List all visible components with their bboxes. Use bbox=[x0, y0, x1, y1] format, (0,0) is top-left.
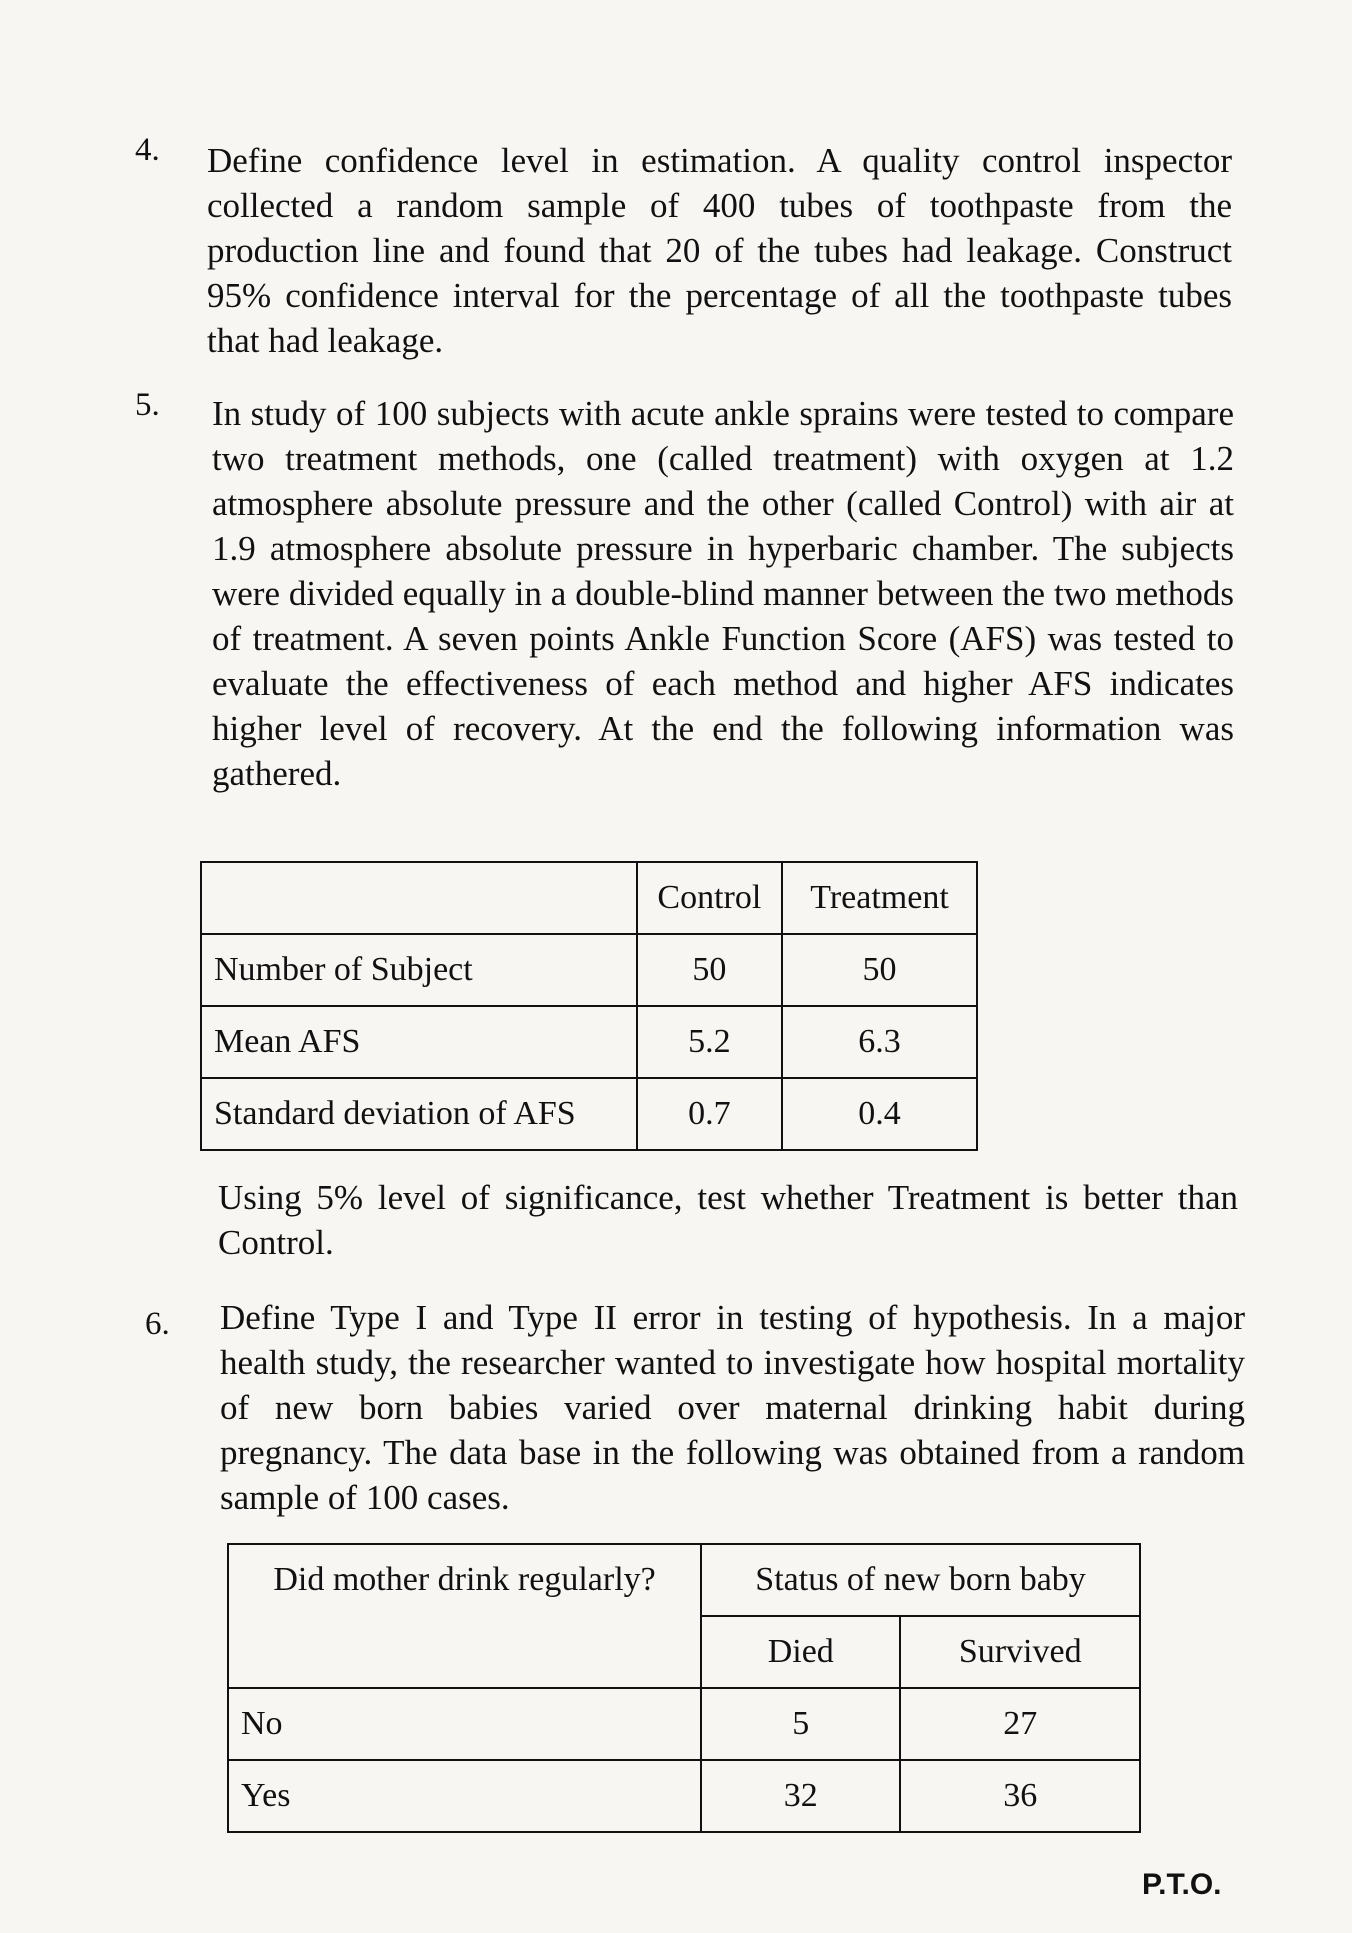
question-5-number: 5. bbox=[135, 387, 160, 423]
afs-control-value: 0.7 bbox=[637, 1078, 782, 1150]
afs-header-control: Control bbox=[637, 862, 782, 934]
mortality-died-value: 32 bbox=[701, 1760, 900, 1832]
question-6-text: Define Type I and Type II error in testing of hypothesis. In a major health study, the researcher wanted to investigate how hospital mortality of new born babies varied over maternal drinking habit during pregnancy. The data base in the following was obtained from a random sample of 100 cases. bbox=[220, 1298, 1245, 1517]
mortality-row-header: Did mother drink regularly? bbox=[228, 1544, 701, 1688]
table-row bbox=[201, 1006, 977, 1078]
question-5-followup: Using 5% level of significance, test whether Treatment is better than Control. bbox=[218, 1178, 1238, 1262]
afs-table-header-row bbox=[201, 862, 977, 934]
table-row bbox=[201, 1078, 977, 1150]
afs-row-label: Mean AFS bbox=[201, 1006, 637, 1078]
question-6-number: 6. bbox=[145, 1306, 170, 1342]
mortality-row-label: No bbox=[228, 1688, 701, 1760]
mortality-table-header-row bbox=[228, 1544, 1140, 1616]
mortality-survived-value: 36 bbox=[900, 1760, 1140, 1832]
afs-control-value: 50 bbox=[637, 934, 782, 1006]
afs-header-treatment: Treatment bbox=[782, 862, 977, 934]
afs-row-label: Number of Subject bbox=[201, 934, 637, 1006]
table-row bbox=[228, 1760, 1140, 1832]
mortality-subheader-survived: Survived bbox=[900, 1616, 1140, 1688]
mortality-died-value: 5 bbox=[701, 1688, 900, 1760]
afs-table-corner-cell bbox=[201, 862, 637, 934]
afs-control-value: 5.2 bbox=[637, 1006, 782, 1078]
mortality-table bbox=[227, 1543, 1141, 1833]
mortality-subheader-died: Died bbox=[701, 1616, 900, 1688]
mortality-survived-value: 27 bbox=[900, 1688, 1140, 1760]
mortality-row-label: Yes bbox=[228, 1760, 701, 1832]
table-row bbox=[228, 1688, 1140, 1760]
afs-treatment-value: 0.4 bbox=[782, 1078, 977, 1150]
afs-treatment-value: 6.3 bbox=[782, 1006, 977, 1078]
mortality-group-header: Status of new born baby bbox=[701, 1544, 1140, 1616]
afs-treatment-value: 50 bbox=[782, 934, 977, 1006]
question-5-text: In study of 100 subjects with acute ankle sprains were tested to compare two treatment methods, one (called treatment) with oxygen at 1.2 atmosphere absolute pressure and the other (called Control) with air at 1.9 atmosphere absolute pressure in hyperbaric chamber. The subjects were divided equally in a double-blind manner between the two methods of treatment. A seven points Ankle Function Score (AFS) was tested to evaluate the effectiveness of each method and higher AFS indicates higher level of recovery. At the end the following information was gathered. bbox=[212, 394, 1234, 793]
pto-footer: P.T.O. bbox=[1142, 1868, 1222, 1901]
question-4-number: 4. bbox=[135, 132, 160, 168]
afs-table bbox=[200, 861, 978, 1151]
table-row bbox=[201, 934, 977, 1006]
question-4-text: Define confidence level in estimation. A quality control inspector collected a random sample of 400 tubes of toothpaste from the production line and found that 20 of the tubes had leakage. Construct 95% confidence interval for the percentage of all the toothpaste tubes that had leakage. bbox=[207, 141, 1232, 360]
afs-row-label: Standard deviation of AFS bbox=[201, 1078, 637, 1150]
